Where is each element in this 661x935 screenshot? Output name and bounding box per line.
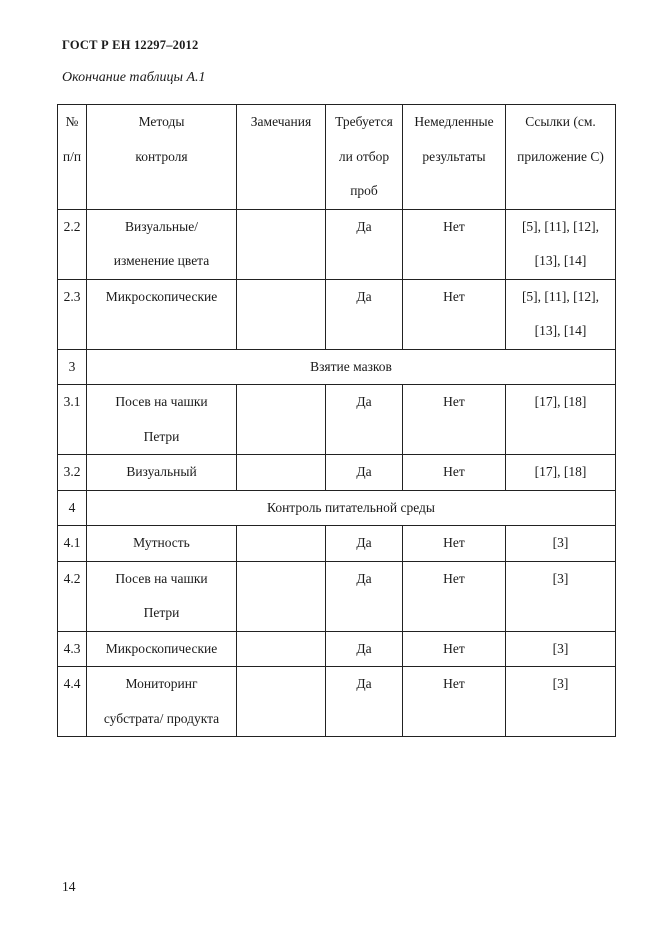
sampling-cell: Да (326, 631, 403, 667)
immediate-results-cell: Нет (403, 667, 506, 737)
reference-text: [3] (552, 640, 569, 656)
header-text: Ссылки (см. (525, 114, 596, 129)
row-number: 4.1 (58, 526, 87, 562)
remarks-cell (237, 667, 326, 737)
immediate-results-cell: Нет (403, 455, 506, 491)
references-cell (506, 526, 616, 562)
method-cell (87, 667, 237, 737)
method-cell (87, 631, 237, 667)
method-cell (87, 209, 237, 279)
method-text: Визуальные/ (125, 218, 198, 234)
header-text: Немедленные (414, 114, 494, 129)
reference-text: [5], [11], [12], (521, 218, 600, 234)
row-number: 3 (58, 349, 87, 385)
row-number: 4 (58, 490, 87, 526)
references-cell (506, 385, 616, 455)
method-cell (87, 526, 237, 562)
table-row (58, 667, 616, 737)
row-number: 2.3 (58, 279, 87, 349)
method-text: Визуальный (126, 464, 197, 479)
method-text: Петри (143, 428, 180, 444)
immediate-results-cell: Нет (403, 279, 506, 349)
method-text: Посев на чашки (115, 394, 208, 409)
sampling-cell: Да (326, 561, 403, 631)
table-row (58, 631, 616, 667)
reference-text: [17], [18] (534, 464, 587, 479)
method-cell (87, 561, 237, 631)
method-text: Мутность (133, 535, 190, 550)
reference-text: [17], [18] (534, 394, 587, 409)
method-text: Микроскопические (105, 288, 218, 304)
method-text: изменение цвета (113, 253, 210, 268)
remarks-cell (237, 526, 326, 562)
header-num (58, 105, 87, 210)
section-row (58, 490, 616, 526)
header-text: Требуется (335, 114, 393, 129)
section-title: Взятие мазков (87, 349, 616, 385)
header-text: результаты (422, 148, 486, 164)
immediate-results-cell: Нет (403, 385, 506, 455)
header-immediate (403, 105, 506, 210)
method-text: субстрата/ продукта (103, 710, 220, 726)
method-text: Петри (143, 605, 180, 620)
references-cell (506, 667, 616, 737)
row-number: 4.2 (58, 561, 87, 631)
remarks-cell (237, 209, 326, 279)
header-text: ли отбор (338, 148, 390, 164)
methods-table (57, 104, 616, 737)
method-text: Мониторинг (125, 676, 198, 691)
immediate-results-cell: Нет (403, 631, 506, 667)
sampling-cell: Да (326, 209, 403, 279)
references-cell (506, 561, 616, 631)
header-method (87, 105, 237, 210)
reference-text: [3] (552, 535, 569, 550)
method-text: Микроскопические (105, 640, 218, 656)
reference-text: [3] (552, 676, 569, 691)
method-text: Посев на чашки (115, 570, 208, 586)
row-number: 4.3 (58, 631, 87, 667)
remarks-cell (237, 385, 326, 455)
row-number: 2.2 (58, 209, 87, 279)
row-number: 3.2 (58, 455, 87, 491)
sampling-cell: Да (326, 385, 403, 455)
references-cell (506, 209, 616, 279)
row-number: 3.1 (58, 385, 87, 455)
reference-text: [13], [14] (534, 323, 587, 338)
remarks-cell (237, 279, 326, 349)
table-row (58, 279, 616, 349)
references-cell (506, 279, 616, 349)
header-text: приложение С) (517, 148, 604, 164)
sampling-cell: Да (326, 667, 403, 737)
document-header: ГОСТ Р ЕН 12297–2012 (62, 38, 199, 52)
reference-text: [5], [11], [12], (521, 288, 600, 304)
references-cell (506, 455, 616, 491)
remarks-cell (237, 455, 326, 491)
row-number: 4.4 (58, 667, 87, 737)
table-header-row (58, 105, 616, 210)
table-body (58, 105, 616, 737)
header-sampling (326, 105, 403, 210)
table-row (58, 209, 616, 279)
references-cell (506, 631, 616, 667)
section-row (58, 349, 616, 385)
header-text: п/п (62, 148, 82, 164)
table-row (58, 385, 616, 455)
header-text: Замечания (250, 114, 312, 129)
reference-text: [3] (552, 570, 569, 586)
sampling-cell: Да (326, 455, 403, 491)
remarks-cell (237, 631, 326, 667)
sampling-cell: Да (326, 279, 403, 349)
method-cell (87, 455, 237, 491)
immediate-results-cell: Нет (403, 526, 506, 562)
header-text: Методы (138, 114, 185, 129)
section-title: Контроль питательной среды (87, 490, 616, 526)
header-remarks (237, 105, 326, 210)
remarks-cell (237, 561, 326, 631)
table-row (58, 455, 616, 491)
table-caption: Окончание таблицы А.1 (62, 70, 206, 85)
method-cell (87, 279, 237, 349)
sampling-cell: Да (326, 526, 403, 562)
method-cell (87, 385, 237, 455)
immediate-results-cell: Нет (403, 561, 506, 631)
header-text: контроля (135, 148, 188, 164)
table-row (58, 561, 616, 631)
page-number: 14 (62, 879, 76, 894)
header-refs (506, 105, 616, 210)
table-row (58, 526, 616, 562)
header-text: № (65, 114, 79, 129)
reference-text: [13], [14] (534, 253, 587, 268)
header-text: проб (350, 183, 378, 198)
immediate-results-cell: Нет (403, 209, 506, 279)
